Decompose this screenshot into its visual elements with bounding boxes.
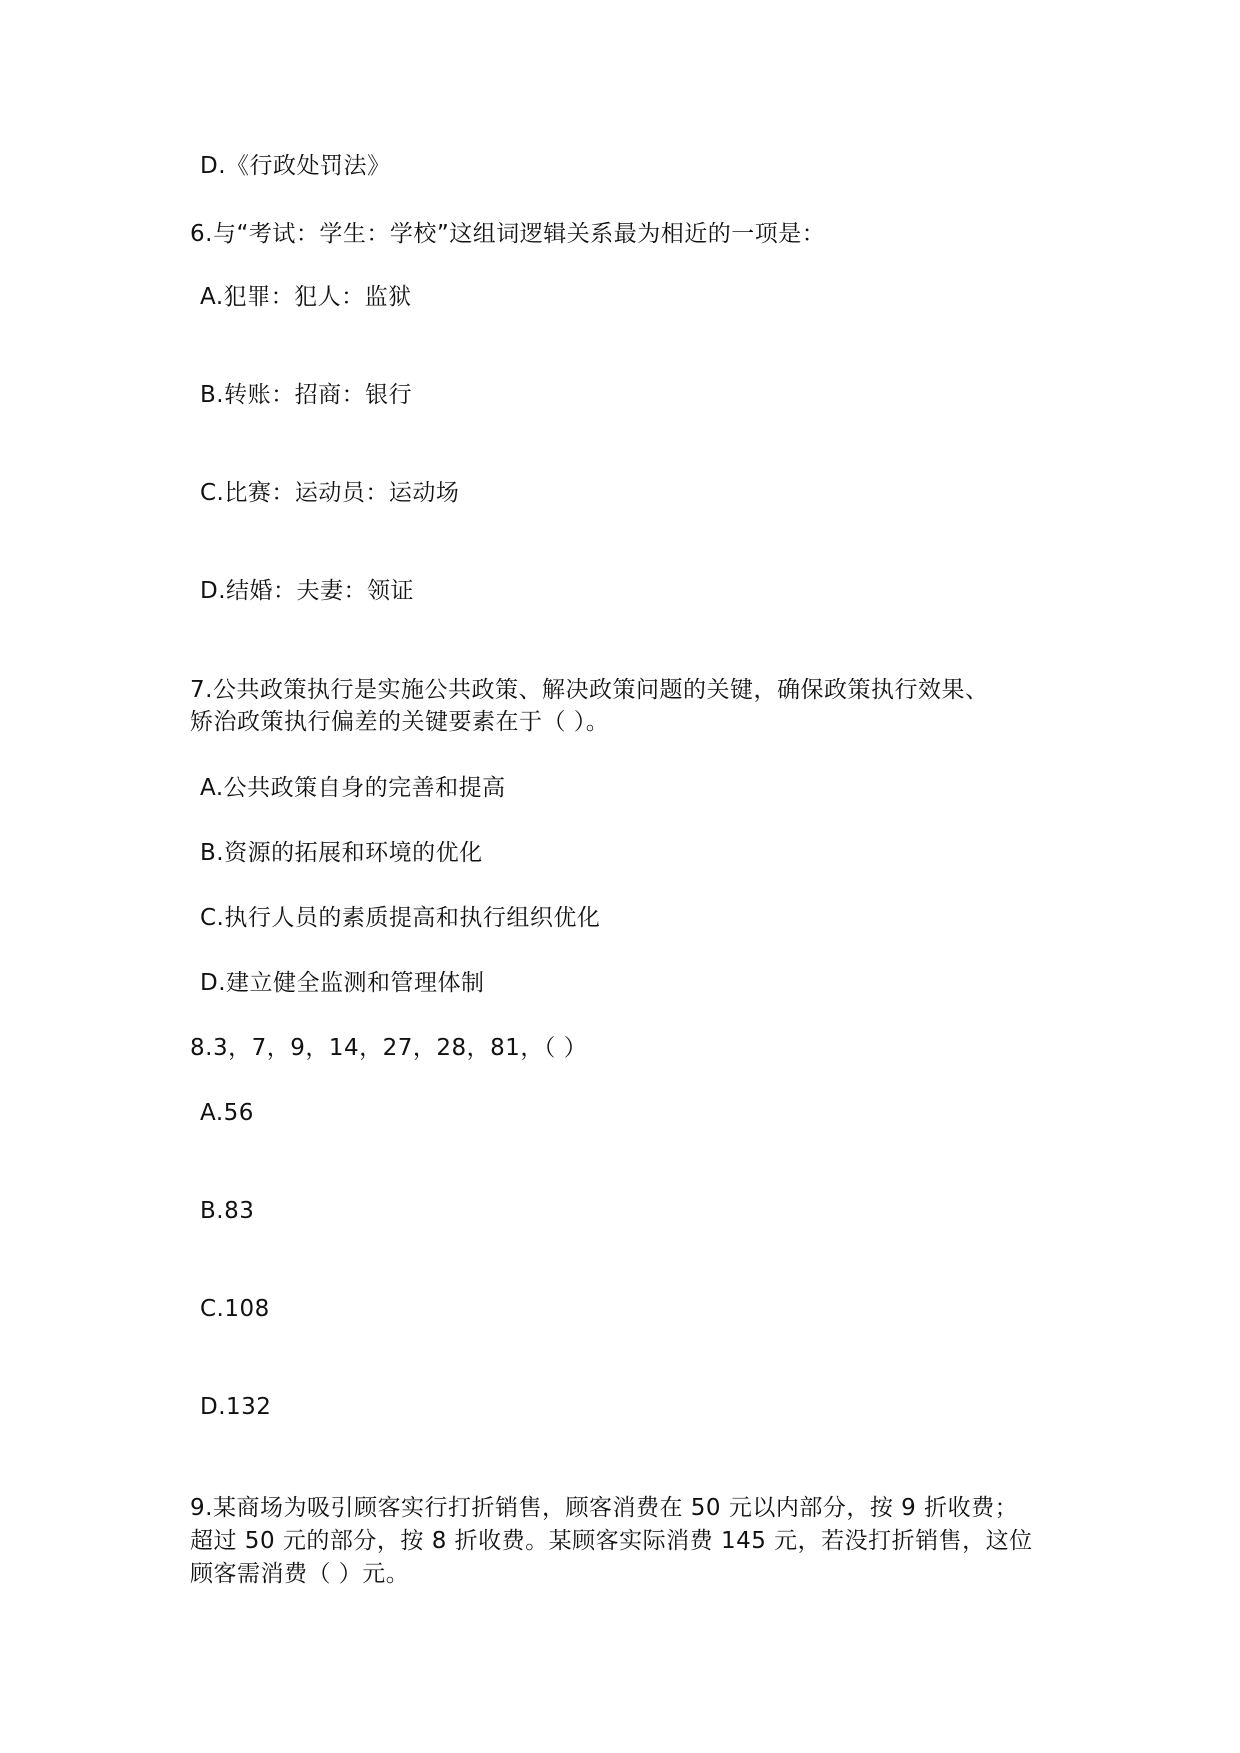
option-q7-b: B.资源的拓展和环境的优化 [200, 840, 483, 866]
question-7-stem-line2: 矫治政策执行偏差的关键要素在于（ ）。 [190, 709, 610, 735]
option-q7-d: D.建立健全监测和管理体制 [200, 970, 485, 996]
question-7-stem-line1: 7.公共政策执行是实施公共政策、解决政策问题的关键，确保政策执行效果、 [190, 677, 989, 703]
option-q5-d: D.《行政处罚法》 [200, 153, 391, 179]
option-q6-b: B.转账：招商：银行 [200, 382, 413, 408]
question-6-stem: 6.与“考试：学生：学校”这组词逻辑关系最为相近的一项是： [190, 221, 826, 247]
option-q6-d: D.结婚：夫妻：领证 [200, 578, 415, 604]
question-9-stem-line2: 超过 50 元的部分，按 8 折收费。某顾客实际消费 145 元，若没打折销售，这位 [190, 1528, 1033, 1554]
question-9-stem-line3: 顾客需消费（ ）元。 [190, 1561, 410, 1587]
option-q6-a: A.犯罪：犯人：监狱 [200, 284, 412, 310]
option-q6-c: C.比赛：运动员：运动场 [200, 480, 460, 506]
option-q8-b: B.83 [200, 1198, 255, 1224]
option-q8-c: C.108 [200, 1296, 270, 1322]
question-9-stem-line1: 9.某商场为吸引顾客实行打折销售，顾客消费在 50 元以内部分，按 9 折收费； [190, 1495, 1019, 1521]
option-q8-d: D.132 [200, 1394, 272, 1420]
question-8-stem: 8.3，7，9，14，27，28，81，（ ） [190, 1035, 588, 1061]
option-q7-c: C.执行人员的素质提高和执行组织优化 [200, 905, 601, 931]
option-q7-a: A.公共政策自身的完善和提高 [200, 775, 506, 801]
option-q8-a: A.56 [200, 1100, 254, 1126]
